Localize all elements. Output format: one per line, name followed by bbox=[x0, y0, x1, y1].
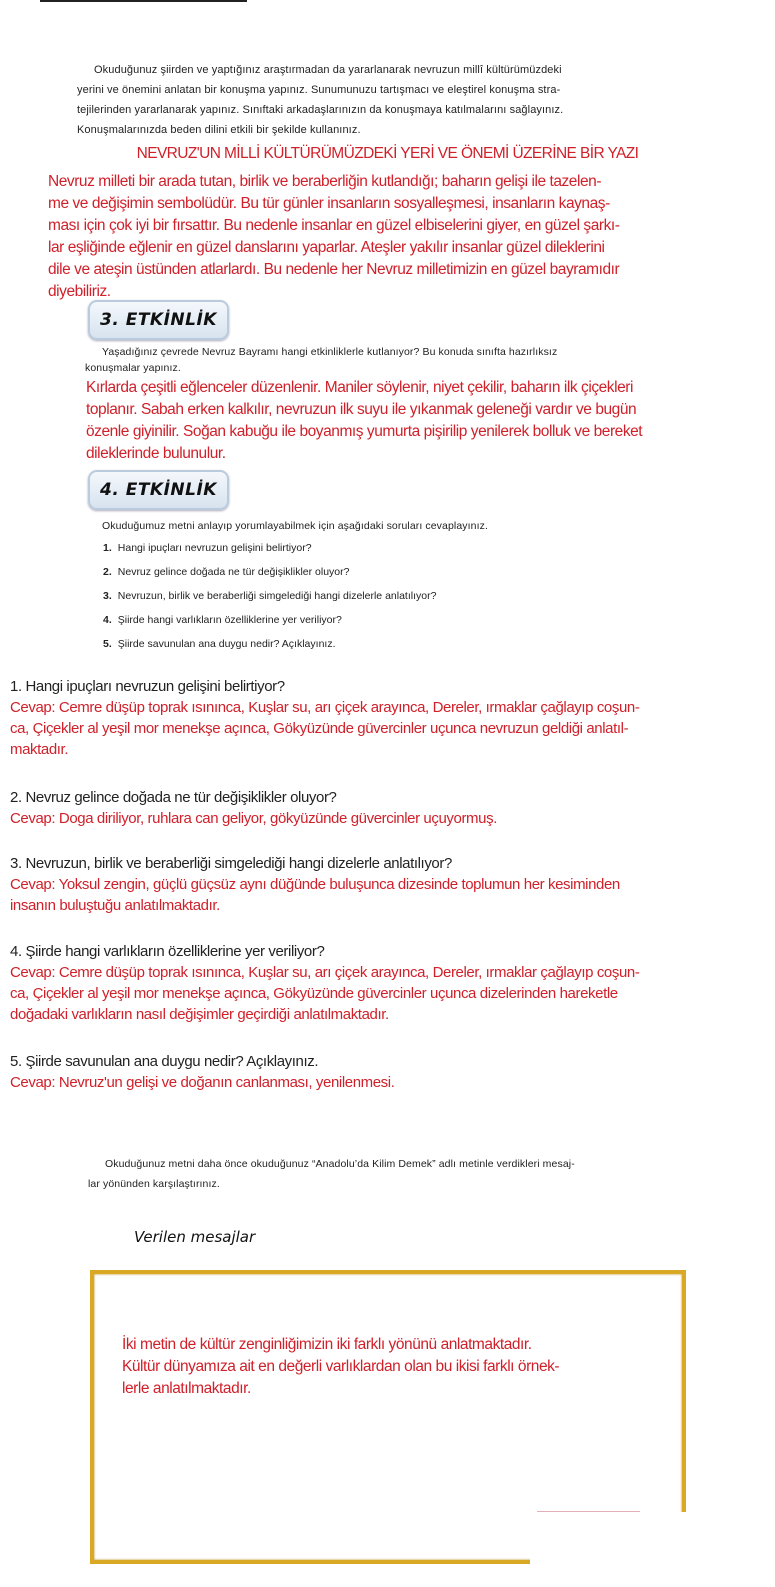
question-text: Nevruz gelince doğada ne tür değişiklikler oluyor? bbox=[117, 566, 350, 578]
answer-question: 5. Şiirde savunulan ana duygu nedir? Açıklayınız. bbox=[10, 1053, 319, 1070]
answer-block-4 bbox=[10, 941, 639, 1025]
answer-line: Kırlarda çeşitli eğlenceler düzenlenir. Maniler söylenir, niyet çekilir, baharın ilk çiçekleri bbox=[86, 379, 633, 396]
instruction-line: yerini ve önemini anlatan bir konuşma yapınız. Sunumunuzu tartışmacı ve eleştirel konuşma stra- bbox=[77, 84, 561, 96]
instruction-line: tejilerinden yararlanarak yapınız. Sınıftaki arkadaşlarınızın da konuşmaya katılmalarını sağlayınız. bbox=[77, 104, 564, 116]
activity-3-instruction bbox=[85, 343, 557, 374]
question-item bbox=[103, 588, 436, 612]
question-number: 1. bbox=[103, 542, 112, 554]
answer-line: özenle giyinilir. Soğan kabuğu ile boyanmış yumurta pişirilip yenilerek bolluk ve bereket bbox=[86, 423, 643, 440]
answer-line: Cevap: Cemre düşüp toprak ısınınca, Kuşlar su, arı çiçek arayınca, Dereler, ırmaklar çağlayıp coşun- bbox=[10, 699, 640, 716]
answer-line: Cevap: Cemre düşüp toprak ısınınca, Kuşlar su, arı çiçek arayınca, Dereler, ırmaklar çağlayıp coşun- bbox=[10, 964, 640, 981]
instruction-line: Yaşadığınız çevrede Nevruz Bayramı hangi etkinliklerle kutlanıyor? Bu konuda sınıfta hazırlıksız bbox=[102, 346, 558, 358]
answer-question: 2. Nevruz gelince doğada ne tür değişiklikler oluyor? bbox=[10, 789, 337, 806]
answer-line: dileklerinde bulunulur. bbox=[86, 445, 226, 462]
essay-line: ması için çok iyi bir fırsattır. Bu nedenle insanlar en güzel elbiselerini giyer, en güzel şarkı- bbox=[48, 217, 620, 234]
messages-label: Verilen mesajlar bbox=[134, 1228, 256, 1246]
pink-line bbox=[537, 1511, 640, 1512]
question-text: Şiirde savunulan ana duygu nedir? Açıklayınız. bbox=[117, 638, 336, 650]
essay-title: NEVRUZ'UN MİLLİ KÜLTÜRÜMÜZDEKİ YERİ VE ÖNEMİ ÜZERİNE BİR YAZI bbox=[136, 145, 639, 162]
answer-line: insanın buluştuğu anlatılmaktadır. bbox=[10, 897, 220, 914]
answer-question: 3. Nevruzun, birlik ve beraberliği simgelediği hangi dizelerle anlatılıyor? bbox=[10, 855, 452, 872]
answer-line: Cevap: Yoksul zengin, güçlü güçsüz aynı düğünde buluşunca dizesinde toplumun her kesiminden bbox=[10, 876, 620, 893]
answer-line: İki metin de kültür zenginliğimizin iki farklı yönünü anlatmaktadır. bbox=[122, 1336, 532, 1353]
answer-question: 4. Şiirde hangi varlıkların özelliklerine yer veriliyor? bbox=[10, 943, 325, 960]
essay-line: me ve değişimin sembolüdür. Bu tür günler insanların sosyalleşmesi, insanların kaynaş- bbox=[48, 195, 610, 212]
question-number: 3. bbox=[103, 590, 112, 602]
answer-line: Cevap: Doga diriliyor, ruhlara can geliyor, gökyüzünde güvercinler uçuyormuş. bbox=[10, 810, 497, 827]
question-text: Nevruzun, birlik ve beraberliği simgelediği hangi dizelerle anlatılıyor? bbox=[117, 590, 437, 602]
instruction-line: lar yönünden karşılaştırınız. bbox=[88, 1178, 220, 1190]
question-text: Hangi ipuçları nevruzun gelişini belirtiyor? bbox=[117, 542, 312, 554]
instruction-line: konuşmalar yapınız. bbox=[85, 362, 181, 374]
question-item bbox=[103, 636, 436, 660]
answer-line: lerle anlatılmaktadır. bbox=[122, 1380, 251, 1397]
question-text: Şiirde hangi varlıkların özelliklerine yer veriliyor? bbox=[117, 614, 342, 626]
question-number: 5. bbox=[103, 638, 112, 650]
question-number: 2. bbox=[103, 566, 112, 578]
activity-4-badge: 4. ETKİNLİK bbox=[88, 470, 229, 510]
question-number: 4. bbox=[103, 614, 112, 626]
answer-line: maktadır. bbox=[10, 741, 69, 758]
answer-block-3 bbox=[10, 853, 620, 916]
activity-4-instruction: Okuduğumuz metni anlayıp yorumlayabilmek için aşağıdaki soruları cevaplayınız. bbox=[102, 520, 488, 532]
question-item bbox=[103, 564, 436, 588]
essay-line: dile ve ateşin üstünden atlarlardı. Bu nedenle her Nevruz milletimizin en güzel bayramıdır bbox=[48, 261, 620, 278]
comparison-answer bbox=[122, 1334, 559, 1400]
answer-line: ca, Çiçekler al yeşil mor menekşe açınca, Gökyüzünde güvercinler uçunca dizelerinden hareketle bbox=[10, 985, 618, 1002]
essay-line: diyebiliriz. bbox=[48, 283, 111, 300]
question-item bbox=[103, 612, 436, 636]
instruction-line: Okuduğunuz şiirden ve yaptığınız araştırmadan da yararlanarak nevruzun millî kültürümüzdeki bbox=[94, 64, 562, 76]
answer-line: Cevap: Nevruz'un gelişi ve doğanın canlanması, yenilenmesi. bbox=[10, 1074, 395, 1091]
answer-line: doğadaki varlıkların nasıl değişimler geçirdiği anlatılmaktadır. bbox=[10, 1006, 389, 1023]
box-corner-mask bbox=[530, 1512, 690, 1587]
instruction-line: Okuduğunuz metni daha önce okuduğunuz “Anadolu’da Kilim Demek” adlı metinle verdikleri mesaj- bbox=[105, 1158, 575, 1170]
essay-body bbox=[48, 171, 619, 303]
instruction-line: Konuşmalarınızda beden dilini etkili bir şekilde kullanınız. bbox=[77, 124, 361, 136]
essay-line: Nevruz milleti bir arada tutan, birlik ve beraberliğin kutlandığı; baharın gelişi ile tazelen- bbox=[48, 173, 602, 190]
intro-instruction bbox=[77, 60, 677, 140]
comparison-instruction bbox=[88, 1154, 575, 1194]
activity-3-answer bbox=[86, 377, 642, 465]
answer-block-1 bbox=[10, 676, 639, 760]
answer-block-2 bbox=[10, 787, 497, 829]
top-rule bbox=[40, 0, 247, 2]
answer-line: toplanır. Sabah erken kalkılır, nevruzun ilk suyu ile yıkanmak geleneği vardır ve bugün bbox=[86, 401, 637, 418]
essay-line: lar eşliğinde eğlenir en güzel danslarını yaparlar. Ateşler yakılır insanlar güzel dileklerini bbox=[48, 239, 605, 256]
answer-line: ca, Çiçekler al yeşil mor menekşe açınca, Gökyüzünde güvercinler uçunca nevruzun geldiği anlatıl- bbox=[10, 720, 629, 737]
answer-block-5 bbox=[10, 1051, 394, 1093]
answer-line: Kültür dünyamıza ait en değerli varlıklardan olan bu ikisi farklı örnek- bbox=[122, 1358, 560, 1375]
activity-3-badge: 3. ETKİNLİK bbox=[88, 300, 229, 340]
question-list bbox=[103, 540, 436, 660]
answer-question: 1. Hangi ipuçları nevruzun gelişini belirtiyor? bbox=[10, 678, 285, 695]
question-item bbox=[103, 540, 436, 564]
